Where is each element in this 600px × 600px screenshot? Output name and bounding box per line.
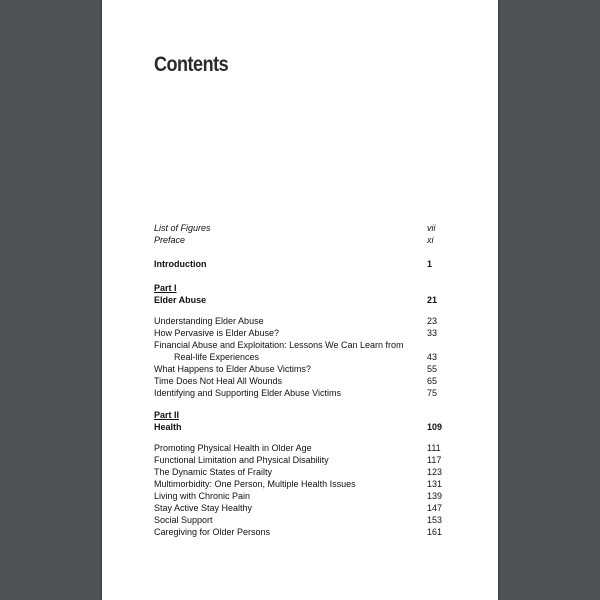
toc-entry-page: 131 bbox=[427, 479, 443, 489]
toc-entry bbox=[154, 363, 444, 375]
toc-entry-preface bbox=[154, 234, 444, 246]
toc-entry-page: 139 bbox=[427, 491, 443, 501]
toc-entry bbox=[154, 315, 444, 327]
toc-entry-title: Introduction bbox=[154, 259, 207, 269]
toc-entry-title: Functional Limitation and Physical Disability bbox=[154, 455, 329, 465]
page-title: Contents bbox=[154, 53, 229, 76]
toc-entry-page: 161 bbox=[427, 527, 443, 537]
toc-entry-title: Elder Abuse bbox=[154, 295, 207, 305]
toc-entry bbox=[154, 490, 444, 502]
toc-entry-title: List of Figures bbox=[154, 223, 211, 233]
toc-entry-title: Promoting Physical Health in Older Age bbox=[154, 443, 312, 453]
toc-entry-title: Real-life Experiences bbox=[174, 352, 260, 362]
toc-entry-title: Time Does Not Heal All Wounds bbox=[154, 376, 283, 386]
toc-entry-title: What Happens to Elder Abuse Victims? bbox=[154, 364, 311, 374]
toc-entry bbox=[154, 387, 444, 399]
toc-entry-page: xi bbox=[427, 235, 434, 245]
toc-entry-page: 147 bbox=[427, 503, 443, 513]
toc-entry-page: 117 bbox=[427, 455, 442, 465]
toc-entry-title: Multimorbidity: One Person, Multiple Health Issues bbox=[154, 479, 356, 489]
toc-entry-page: 55 bbox=[427, 364, 438, 374]
toc-part-title bbox=[154, 421, 444, 433]
toc-entry-title: How Pervasive is Elder Abuse? bbox=[154, 328, 280, 338]
toc-entry-title: Health bbox=[154, 422, 182, 432]
toc-entry-title: Financial Abuse and Exploitation: Lessons We Can Learn from bbox=[154, 340, 404, 350]
toc-entry-page: 65 bbox=[427, 376, 438, 386]
toc-entry-title: The Dynamic States of Frailty bbox=[154, 467, 273, 477]
toc-entry bbox=[154, 375, 444, 387]
toc-entry bbox=[154, 339, 444, 351]
toc-entry bbox=[154, 514, 444, 526]
toc-entry bbox=[154, 502, 444, 514]
toc-entry bbox=[154, 442, 444, 454]
toc-entry-page: 1 bbox=[427, 259, 433, 269]
toc-entry-page: 111 bbox=[427, 443, 441, 453]
toc-entry bbox=[154, 327, 444, 339]
toc-entry bbox=[154, 526, 444, 538]
toc-entry-title: Identifying and Supporting Elder Abuse Victims bbox=[154, 388, 341, 398]
toc-entry-page: 33 bbox=[427, 328, 438, 338]
toc-entry-page: 23 bbox=[427, 316, 438, 326]
toc-entry-page: 21 bbox=[427, 295, 438, 305]
toc-entry-title: Understanding Elder Abuse bbox=[154, 316, 264, 326]
toc-entry-page: 153 bbox=[427, 515, 443, 525]
part-label: Part II bbox=[154, 410, 180, 420]
toc-entry-title: Preface bbox=[154, 235, 186, 245]
toc-entry-list-of-figures bbox=[154, 222, 444, 234]
document-page bbox=[102, 0, 498, 600]
toc-entry bbox=[154, 478, 444, 490]
toc-entry-page: vii bbox=[427, 223, 436, 233]
toc-entry-page: 75 bbox=[427, 388, 438, 398]
toc-entry-page: 43 bbox=[427, 352, 438, 362]
part-label: Part I bbox=[154, 283, 177, 293]
toc-entry-introduction bbox=[154, 258, 444, 270]
toc-entry-title: Living with Chronic Pain bbox=[154, 491, 251, 501]
toc-entry-page: 109 bbox=[427, 422, 443, 432]
toc-entry-continuation bbox=[154, 351, 444, 363]
toc-part-title bbox=[154, 294, 444, 306]
toc-entry-page: 123 bbox=[427, 467, 443, 477]
toc-entry-title: Social Support bbox=[154, 515, 213, 525]
toc-entry-title: Stay Active Stay Healthy bbox=[154, 503, 253, 513]
toc-entry-title: Caregiving for Older Persons bbox=[154, 527, 271, 537]
toc-entry bbox=[154, 466, 444, 478]
toc-entry bbox=[154, 454, 444, 466]
